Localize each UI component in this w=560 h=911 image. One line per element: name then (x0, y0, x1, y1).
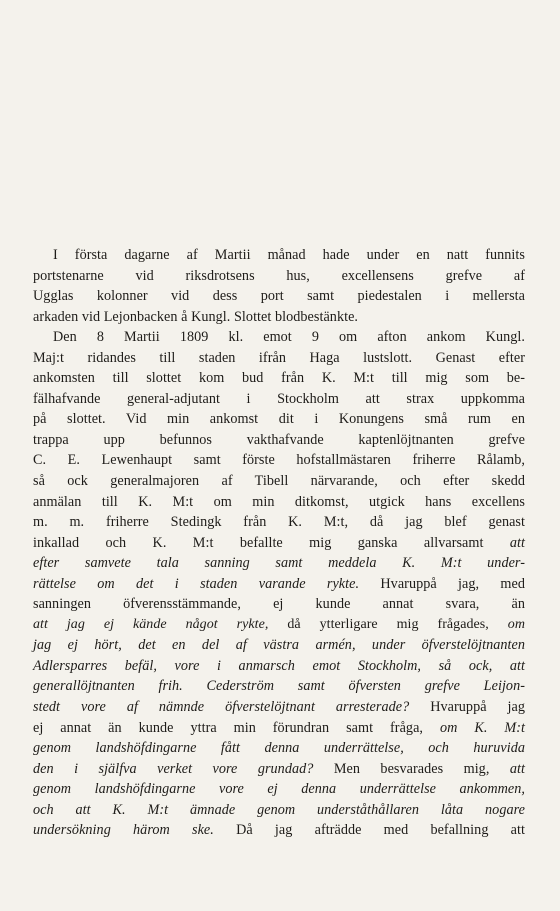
text-line (33, 266, 525, 287)
text-line (33, 389, 525, 410)
text-segment: Den 8 Martii 1809 kl. emot 9 om afton ankom Kungl. (53, 329, 525, 346)
text-line (33, 471, 525, 492)
text-line (33, 245, 525, 266)
text-line (33, 553, 525, 574)
italic-text-segment: att jag ej kände något rykte, (33, 616, 269, 632)
italic-text-segment: genom landshöfdingarne fått denna underrättelse, och huruvida (33, 740, 525, 757)
italic-text-segment: om (507, 616, 525, 632)
text-line (33, 430, 525, 451)
text-line (33, 718, 525, 739)
italic-text-segment: att (509, 534, 525, 551)
text-line (33, 348, 525, 369)
text-line (33, 697, 525, 718)
italic-text-segment: Adlersparres befäl, vore i anmarsch emot Stockholm, så ock, att (33, 657, 525, 674)
text-segment: Då jag afträdde med befallning att (213, 822, 525, 839)
text-line (33, 327, 525, 348)
text-segment: portstenarne vid riksdrotsens hus, excellensens grefve af (33, 267, 525, 284)
text-line (33, 409, 525, 430)
text-line (33, 574, 525, 595)
italic-text-segment: jag ej hört, det en del af västra armén, under öfverstelöjtnanten (33, 637, 525, 654)
text-line (33, 512, 525, 533)
text-segment: arkaden vid Lejonbacken å Kungl. Slottet blodbestänkte. (33, 308, 359, 325)
text-segment: C. E. Lewenhaupt samt förste hofstallmästaren friherre Rålamb, (33, 452, 525, 469)
italic-text-segment: undersökning härom ske. (33, 822, 214, 839)
text-segment: Hvaruppå jag, med (359, 575, 525, 592)
body-text (33, 245, 525, 841)
text-segment: I första dagarne af Martii månad hade under en natt funnits (53, 247, 525, 263)
text-segment: Hvaruppå jag (409, 699, 525, 716)
italic-text-segment: rättelse om det i staden varande rykte. (33, 575, 360, 592)
text-segment: ankomsten till slottet kom bud från K. M:t till mig som be- (33, 370, 525, 387)
text-segment: fälhafvande general-adjutant i Stockholm att strax uppkomma (33, 390, 525, 407)
text-segment: Men besvarades mig, (313, 760, 510, 777)
italic-text-segment: stedt vore af nämnde öfverstelöjtnant arresterade? (33, 699, 410, 716)
text-line (33, 615, 525, 636)
text-line (33, 656, 525, 677)
text-line (33, 779, 525, 800)
text-segment: m. m. friherre Stedingk från K. M:t, då jag blef genast (33, 514, 525, 531)
text-line (33, 450, 525, 471)
text-segment: ej annat än kunde yttra min förundran samt fråga, (33, 719, 440, 736)
text-line (33, 759, 525, 780)
text-line (33, 368, 525, 389)
text-line (33, 492, 525, 513)
text-segment: på slottet. Vid min ankomst dit i Konungens små rum en (33, 411, 525, 428)
text-line (33, 286, 525, 307)
italic-text-segment: genom landshöfdingarne vore ej denna underrättelse ankommen, (33, 781, 525, 798)
text-segment: Maj:t ridandes till staden ifrån Haga lustslott. Genast efter (33, 349, 525, 366)
text-line (33, 635, 525, 656)
italic-text-segment: och att K. M:t ämnade genom underståthållaren låta nogare (33, 801, 525, 818)
text-line (33, 800, 525, 821)
text-segment: inkallad och K. M:t befallte mig ganska allvarsamt (33, 534, 510, 551)
text-segment: Ugglas kolonner vid dess port samt piedestalen i mellersta (33, 288, 525, 305)
text-segment: sanningen öfverensstämmande, ej kunde annat svara, än (33, 596, 525, 613)
text-segment: så ock generalmajoren af Tibell närvarande, och efter skedd (33, 473, 525, 490)
italic-text-segment: om K. M:t (439, 719, 525, 736)
italic-text-segment: den i själfva verket vore grundad? (33, 760, 314, 777)
text-line (33, 533, 525, 554)
text-line (33, 594, 525, 615)
text-segment: anmälan till K. M:t om min ditkomst, utgick hans excellens (33, 493, 525, 510)
text-segment: trappa upp befunnos vakthafvande kaptenlöjtnanten grefve (33, 431, 525, 448)
italic-text-segment: generallöjtnanten frih. Cederström samt öfversten grefve Leijon- (33, 678, 525, 695)
italic-text-segment: efter samvete tala sanning samt meddela K. M:t under- (33, 555, 525, 572)
text-line (33, 676, 525, 697)
text-line (33, 820, 525, 841)
text-line (33, 738, 525, 759)
text-segment: då ytterligare mig frågades, (268, 616, 508, 632)
italic-text-segment: att (509, 760, 525, 777)
text-line (33, 307, 525, 328)
